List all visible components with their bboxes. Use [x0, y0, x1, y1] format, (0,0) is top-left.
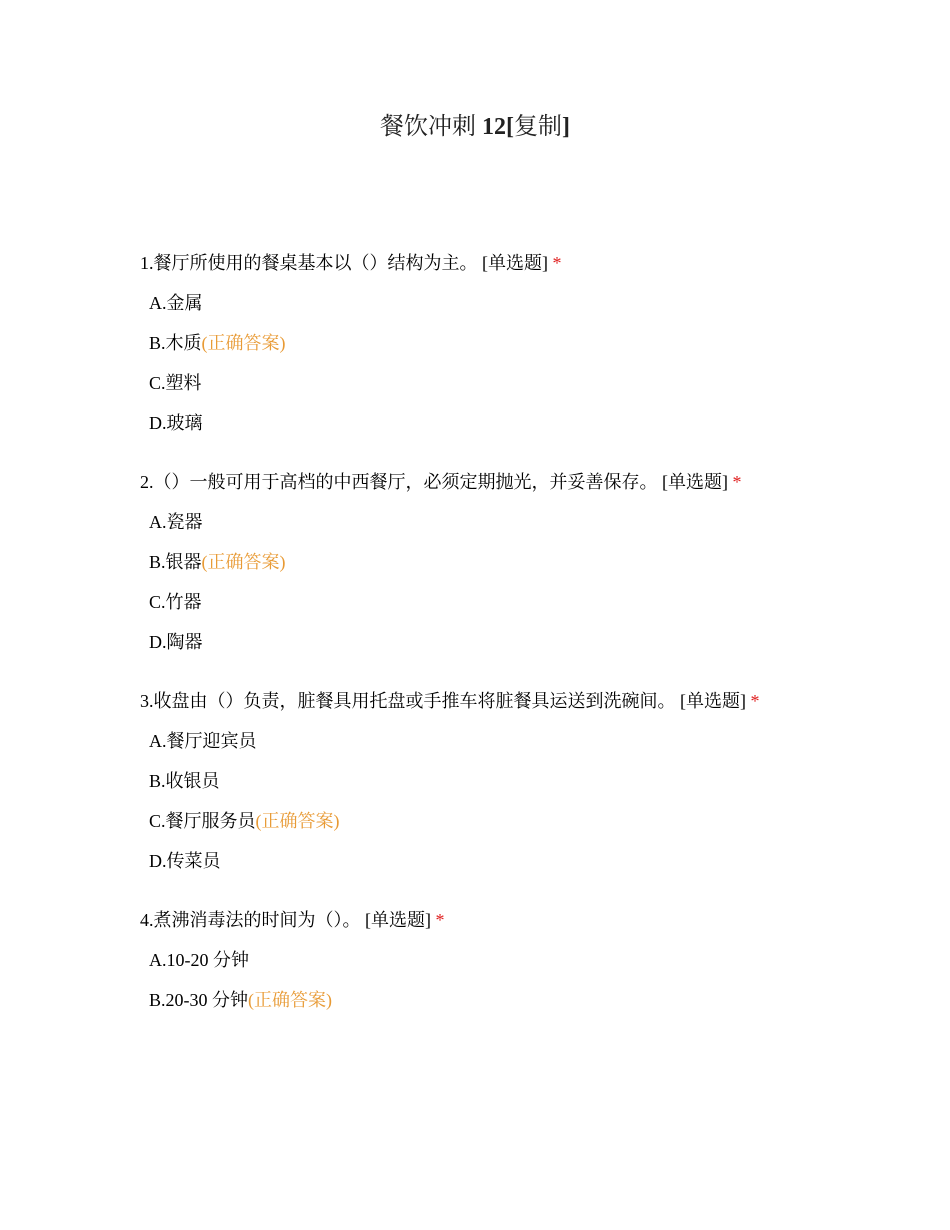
- required-star: *: [435, 910, 445, 930]
- title-close: ]: [562, 114, 570, 140]
- page-title: [0, 110, 950, 144]
- question-stem: 1.餐厅所使用的餐桌基本以（）结构为主。 [单选题]: [140, 253, 548, 273]
- title-prefix: 餐饮冲刺: [380, 114, 476, 140]
- question-text: [140, 907, 920, 933]
- option-label: A.瓷器: [149, 512, 203, 532]
- option-label: B.木质: [149, 333, 202, 353]
- option-d[interactable]: [149, 629, 920, 655]
- title-number: 12[: [482, 114, 514, 140]
- option-label: D.陶器: [149, 632, 203, 652]
- title-copy: 复制: [514, 114, 562, 140]
- question-2: [140, 469, 920, 655]
- correct-answer-tag: (正确答案): [248, 990, 332, 1010]
- question-stem: 2.（）一般可用于高档的中西餐厅，必须定期抛光，并妥善保存。 [单选题]: [140, 472, 728, 492]
- question-3: [140, 688, 920, 874]
- option-a[interactable]: [149, 947, 920, 973]
- option-d[interactable]: [149, 410, 920, 436]
- option-b[interactable]: [149, 768, 920, 794]
- option-label: B.20-30 分钟: [149, 990, 248, 1010]
- correct-answer-tag: (正确答案): [201, 333, 286, 353]
- option-a[interactable]: [149, 290, 920, 316]
- question-list: [140, 250, 920, 1046]
- question-text: [140, 250, 920, 276]
- option-b[interactable]: [149, 549, 920, 575]
- option-label: A.餐厅迎宾员: [149, 731, 257, 751]
- question-4: [140, 907, 920, 1013]
- option-a[interactable]: [149, 728, 920, 754]
- option-d[interactable]: [149, 848, 920, 874]
- question-text: [140, 688, 920, 714]
- option-label: B.银器: [149, 552, 202, 572]
- option-label: C.餐厅服务员: [149, 811, 256, 831]
- option-label: A.金属: [149, 293, 203, 313]
- correct-answer-tag: (正确答案): [255, 811, 340, 831]
- question-stem: 3.收盘由（）负责，脏餐具用托盘或手推车将脏餐具运送到洗碗间。 [单选题]: [140, 691, 746, 711]
- option-label: D.玻璃: [149, 413, 203, 433]
- option-c[interactable]: [149, 589, 920, 615]
- required-star: *: [732, 472, 742, 492]
- option-label: C.竹器: [149, 592, 202, 612]
- question-1: [140, 250, 920, 436]
- question-stem: 4.煮沸消毒法的时间为（）。 [单选题]: [140, 910, 431, 930]
- question-text: [140, 469, 920, 495]
- correct-answer-tag: (正确答案): [201, 552, 286, 572]
- option-c[interactable]: [149, 370, 920, 396]
- option-b[interactable]: [149, 987, 920, 1013]
- option-label: B.收银员: [149, 771, 220, 791]
- option-b[interactable]: [149, 330, 920, 356]
- option-a[interactable]: [149, 509, 920, 535]
- option-label: A.10-20 分钟: [149, 950, 249, 970]
- option-c[interactable]: [149, 808, 920, 834]
- required-star: *: [552, 253, 562, 273]
- required-star: *: [750, 691, 760, 711]
- option-label: D.传菜员: [149, 851, 221, 871]
- option-label: C.塑料: [149, 373, 202, 393]
